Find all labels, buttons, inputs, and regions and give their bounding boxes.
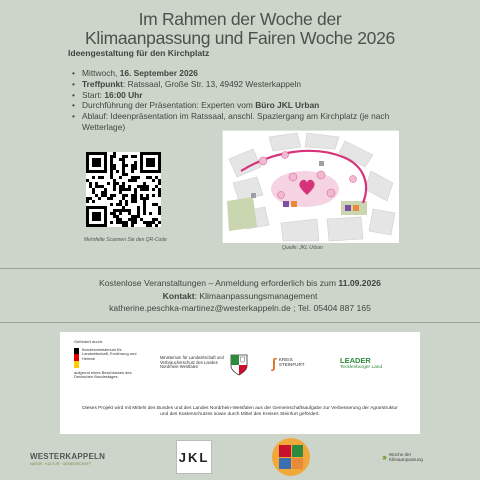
qr-code-graphic (86, 152, 161, 227)
registration-date: 11.09.2026 (338, 278, 381, 288)
qr-code[interactable] (86, 152, 161, 227)
info-start (70, 90, 410, 101)
sponsor-box (60, 332, 420, 434)
contact-label: Kontakt (162, 290, 195, 301)
leader-text: LEADER (340, 356, 371, 365)
bund-bottom-text: aufgrund eines Beschlusses des Deutschen Bundestages (74, 369, 132, 380)
german-flag-icon (74, 348, 79, 368)
registration-text: Kostenlose Veranstaltungen – Anmeldung erforderlich bis zum (99, 278, 339, 288)
presentation-prefix: Durchführung der Präsentation: Experten vom (82, 100, 256, 111)
date-prefix: Mittwoch, (82, 68, 120, 78)
presentation-value: Büro JKL Urban (255, 100, 320, 111)
location-value: : Ratssaal, Große Str. 13, 49492 Westerkappeln (122, 78, 302, 89)
map-graphic (223, 131, 399, 243)
westerkappeln-name: WESTERKAPPELN (30, 452, 106, 461)
woche-line-1: Woche der (389, 452, 412, 457)
leader-logo (340, 356, 410, 370)
info-list (70, 68, 410, 133)
fair-week-logo-icon (272, 438, 310, 476)
woche-der-klimaanpassung-logo (382, 452, 462, 462)
kirchplatz-map (222, 130, 398, 242)
woche-line-2: Klimaanpassung (389, 457, 423, 462)
start-value: 16:00 Uhr (104, 89, 143, 100)
divider-top (0, 268, 480, 269)
info-presentation (70, 100, 410, 111)
kreis-steinfurt-logo (272, 356, 322, 370)
bund-logo (74, 340, 144, 380)
contact-email-phone[interactable]: katherine.peschka-martinez@westerkappeln.de ; Tel. 05404 887 165 (109, 303, 371, 313)
location-label: Treffpunkt (82, 78, 123, 89)
map-source: Quelle: JKL Urban (282, 245, 323, 251)
title-line-2: Klimaanpassung und Fairen Woche 2026 (85, 28, 395, 48)
chevron-arrows-icon: ››› (382, 452, 385, 462)
jkl-logo (176, 440, 212, 474)
date-value: 16. September 2026 (119, 68, 198, 78)
contact-value: : Klimaanpassungsmanagement (194, 290, 318, 301)
info-date (70, 68, 410, 79)
info-agenda: • Ablauf: Ideenpräsentation im Ratssaal, anschl. Spaziergang am Kirchplatz (je nach Wetterlage) (70, 111, 410, 133)
title-line-1: Im Rahmen der Woche der (138, 9, 342, 29)
page-title (0, 10, 480, 48)
contact-line (0, 290, 480, 303)
subtitle: Ideengestaltung für den Kirchplatz (68, 48, 210, 58)
funding-text: Dieses Projekt wird mit Mitteln des Bundes und des Landes Nordrhein-Westfalen aus der Gemeinschaftsaufgabe zur Verbesserung der Agrarstruktur und des Küstenschutzes sowie durch Mittel des Kreises Steinfurt gefördert. (82, 406, 398, 417)
leader-sub-text: Tecklenburger Land (340, 365, 383, 370)
steinfurt-symbol-icon: ∫ (272, 355, 276, 371)
divider-bottom (0, 322, 480, 323)
bund-top-text: Gefördert durch: (74, 339, 104, 344)
nrw-ministry: Ministerium für Landwirtschaft und Verbraucherschutz des Landes Nordrhein-Westfalen (160, 355, 224, 370)
start-label: Start: (82, 89, 105, 100)
qr-caption: Mehrfelte Scannen Sie den QR-Code (84, 237, 167, 243)
westerkappeln-tagline: NATUR · KULTUR · GEMEINSCHAFT (30, 462, 92, 466)
kreis-steinfurt-text: KREIS STEINFURT (278, 357, 305, 367)
registration-line (0, 277, 480, 290)
westerkappeln-logo (30, 452, 110, 466)
nrw-crest-icon (230, 354, 248, 381)
bund-name: Bundesministerium für Landwirtschaft, Ernährung und Heimat (82, 346, 137, 361)
events-block (0, 277, 480, 315)
info-location (70, 79, 410, 90)
jkl-text: JKL (178, 449, 210, 465)
